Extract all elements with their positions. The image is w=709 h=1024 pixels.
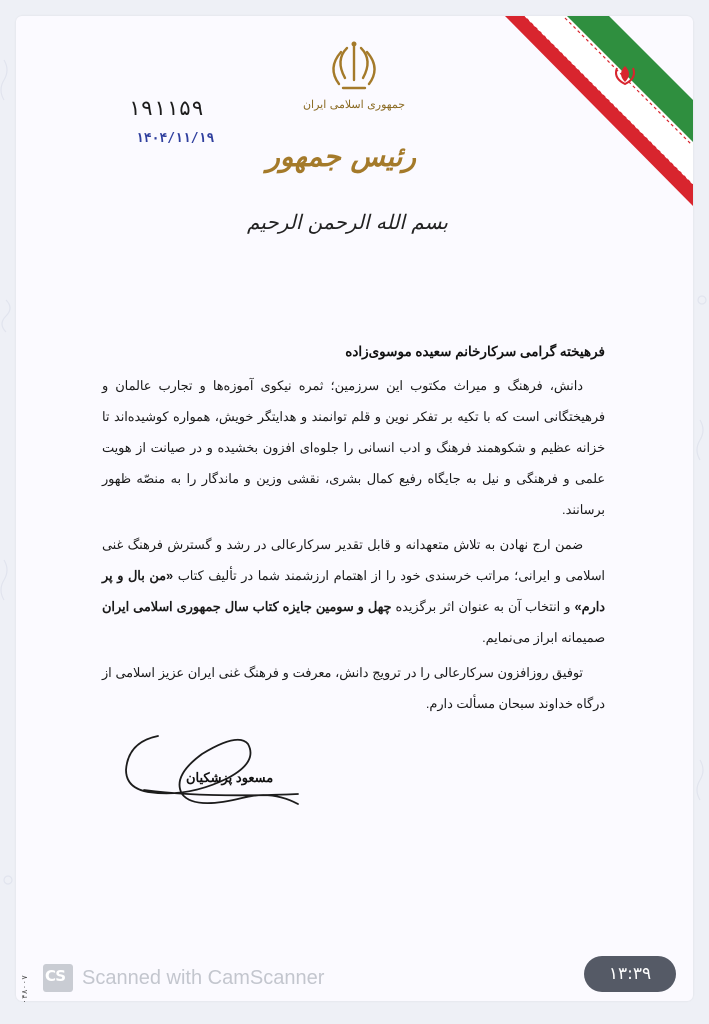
letter-body (102, 370, 605, 719)
office-title: رئیس جمهور (266, 140, 416, 173)
government-name: جمهوری اسلامی ایران (302, 98, 406, 111)
paragraph-2-part-2: و انتخاب آن به عنوان اثر برگزیده (395, 599, 571, 614)
salutation: فرهیخته گرامی سرکارخانم سعیده موسوی‌زاده (345, 344, 605, 359)
reference-number: ۱۹۱۱۵۹ (128, 96, 204, 120)
paragraph-2-part-3: صمیمانه ابراز می‌نمایم. (482, 630, 605, 645)
paragraph-2 (102, 529, 605, 653)
book-title: «من بال و پر دارم» (102, 568, 605, 614)
paragraph-2-part-1: ضمن ارج نهادن به تلاش متعهدانه و قابل تقدیر سرکارعالی در رشد و گسترش فرهنگ غنی اسلامی و ایرانی؛ مراتب خرسندی خود را از اهتمام ارزشمند شما در تألیف کتاب (102, 537, 605, 583)
basmala-calligraphy: بسم الله الرحمن الرحیم (246, 210, 448, 234)
signer-name: مسعود پزشکیان (186, 770, 274, 785)
camscanner-logo-icon (43, 964, 73, 992)
side-code: ۰۴۸۰۰۷ (20, 975, 29, 1004)
paragraph-3: توفیق روزافزون سرکارعالی را در ترویج دانش، معرفت و فرهنگ غنی ایران عزیز اسلامی از درگاه خداوند سبحان مسألت دارم. (102, 665, 605, 711)
timestamp-badge: ۱۳:۳۹ (584, 956, 676, 992)
iran-flag-corner (505, 16, 693, 206)
camscanner-logo-text: CS (45, 967, 66, 985)
award-name: چهل و سومین جایزه کتاب سال جمهوری اسلامی ایران (102, 599, 392, 614)
paragraph-1: دانش، فرهنگ و میراث مکتوب این سرزمین؛ ثمره نیکوی آموزه‌ها و تجارب عالمان و فرهیختگانی است که با تکیه بر تفکر نوین و قلم توانمند و هدایتگر خویش، همواره کوشیده‌اند تا خزانه عظیم و شکوهمند فرهنگ و ادب انسانی را جلوه‌ای افزون بخشیده و در صیانت از هویت علمی و فرهنگی و نیل به جایگاه رفیع کمال بشری، نقشی وزین و ماندگار را به منصّه ظهور برسانند. (102, 378, 605, 517)
republic-emblem-icon (323, 38, 385, 96)
reference-date: ۱۴۰۴/۱۱/۱۹ (136, 131, 215, 146)
camscanner-watermark: Scanned with CamScanner (82, 967, 325, 989)
